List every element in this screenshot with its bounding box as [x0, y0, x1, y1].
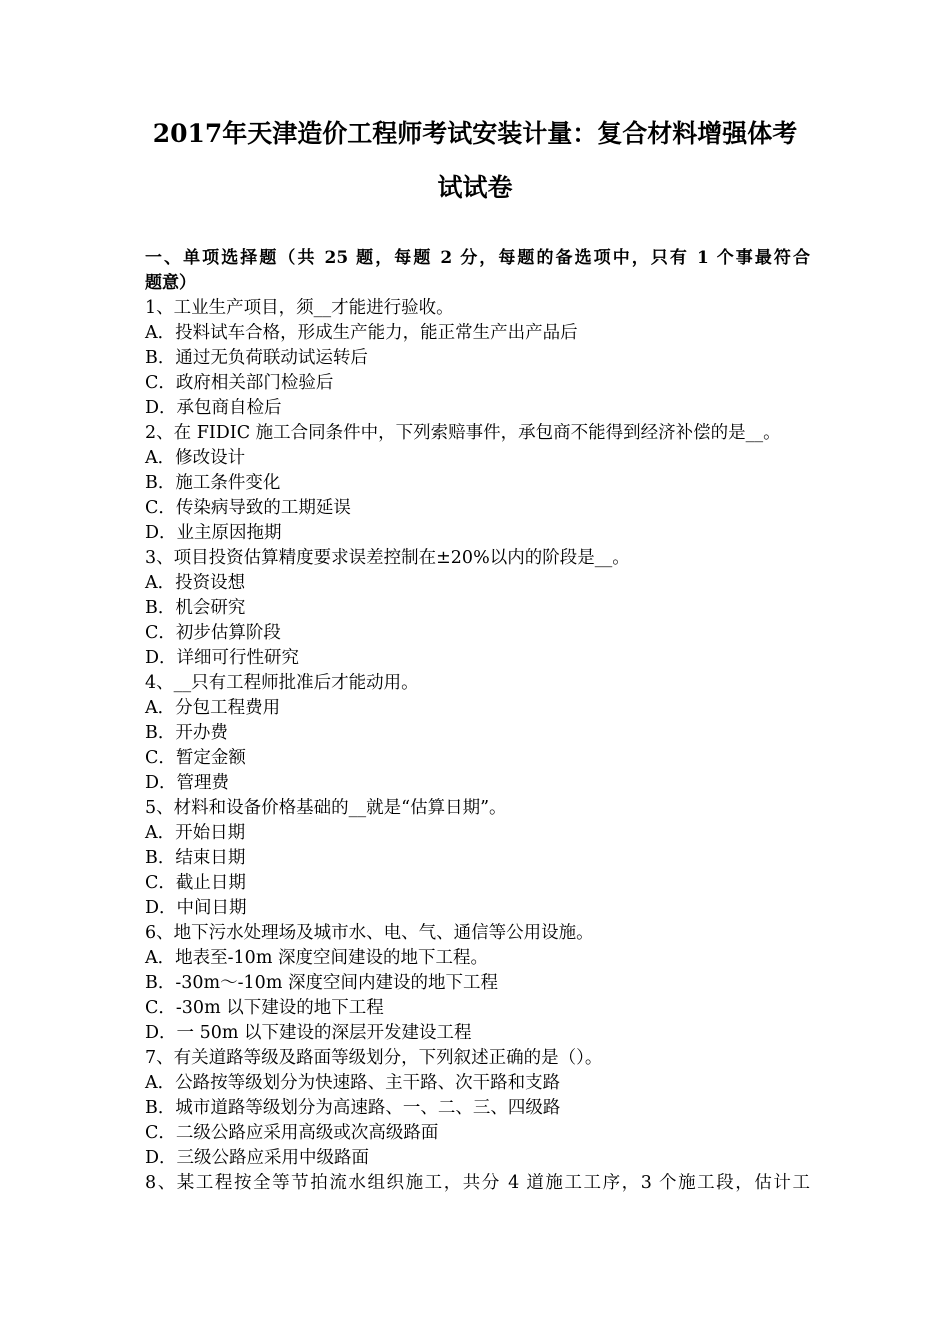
answer-option: A．分包工程费用 [145, 698, 281, 718]
answer-option: B．城市道路等级划分为高速路、一、二、三、四级路 [145, 1098, 561, 1118]
question-list [145, 296, 815, 1196]
answer-option: B．机会研究 [145, 598, 246, 618]
question-stem: 7、有关道路等级及路面等级划分，下列叙述正确的是（）。 [145, 1048, 603, 1068]
question-stem: 4、__只有工程师批准后才能动用。 [145, 673, 419, 693]
section-heading-line-2: 题意） [145, 273, 196, 293]
answer-option: A．投资设想 [145, 573, 246, 593]
answer-option: A．修改设计 [145, 448, 246, 468]
question-stem: 1、工业生产项目，须__才能进行验收。 [145, 298, 454, 318]
section-heading [145, 246, 810, 296]
answer-option: C．-30m 以下建设的地下工程 [145, 998, 384, 1018]
answer-option: D．业主原因拖期 [145, 523, 282, 543]
question-stem: 8、某工程按全等节拍流水组织施工，共分 4 道施工工序，3 个施工段，估计工 [145, 1173, 810, 1193]
answer-option: D．中间日期 [145, 898, 247, 918]
answer-option: B．开办费 [145, 723, 228, 743]
document-title-line-2: 试试卷 [437, 173, 513, 202]
answer-option: C．传染病导致的工期延误 [145, 498, 351, 518]
answer-option: A．投料试车合格，形成生产能力，能正常生产出产品后 [145, 323, 578, 343]
answer-option: A．公路按等级划分为快速路、主干路、次干路和支路 [145, 1073, 561, 1093]
answer-option: C．二级公路应采用高级或次高级路面 [145, 1123, 439, 1143]
answer-option: B．施工条件变化 [145, 473, 281, 493]
answer-option: C．政府相关部门检验后 [145, 373, 334, 393]
question-stem: 3、项目投资估算精度要求误差控制在±20%以内的阶段是__。 [145, 548, 630, 568]
answer-option: D．三级公路应采用中级路面 [145, 1148, 370, 1168]
answer-option: A．开始日期 [145, 823, 246, 843]
question-stem: 2、在 FIDIC 施工合同条件中，下列索赔事件，承包商不能得到经济补偿的是__。 [145, 423, 781, 443]
answer-option: C．截止日期 [145, 873, 246, 893]
answer-option: A．地表至-10m 深度空间建设的地下工程。 [145, 948, 488, 968]
document-title-line-1: 2017年天津造价工程师考试安装计量：复合材料增强体考 [152, 119, 798, 148]
answer-option: B．-30m～-10m 深度空间内建设的地下工程 [145, 973, 498, 993]
answer-option: D．管理费 [145, 773, 230, 793]
answer-option: D．详细可行性研究 [145, 648, 300, 668]
question-stem: 6、地下污水处理场及城市水、电、气、通信等公用设施。 [145, 923, 594, 943]
answer-option: B．通过无负荷联动试运转后 [145, 348, 368, 368]
answer-option: D．一 50m 以下建设的深层开发建设工程 [145, 1023, 472, 1043]
section-heading-line-1: 一、单项选择题（共 25 题，每题 2 分，每题的备选项中，只有 1 个事最符合 [145, 248, 810, 268]
answer-option: C．初步估算阶段 [145, 623, 281, 643]
answer-option: C．暂定金额 [145, 748, 246, 768]
answer-option: D．承包商自检后 [145, 398, 282, 418]
question-stem: 5、材料和设备价格基础的__就是“估算日期”。 [145, 798, 507, 818]
answer-option: B．结束日期 [145, 848, 246, 868]
